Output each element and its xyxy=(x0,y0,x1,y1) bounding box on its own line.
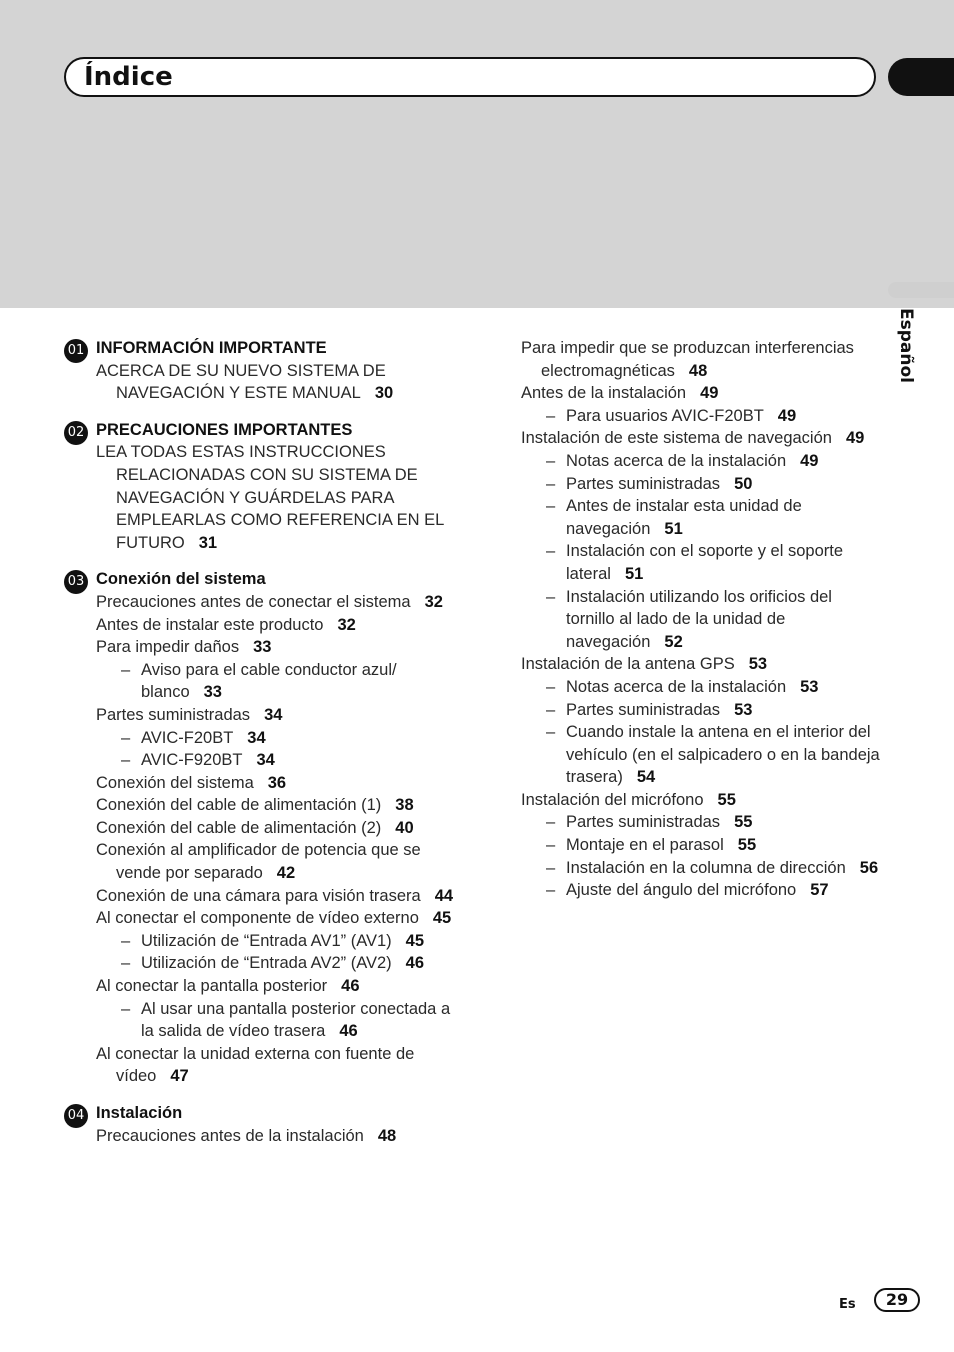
toc-entry-text: Instalación con el soporte y el soporte lateral xyxy=(566,542,843,583)
toc-subentry[interactable] xyxy=(521,473,881,496)
toc-entry[interactable] xyxy=(64,441,464,554)
dash-bullet: – xyxy=(546,813,556,832)
toc-subentry[interactable] xyxy=(521,857,881,880)
toc-subentry[interactable] xyxy=(64,930,464,953)
toc-entry[interactable] xyxy=(521,653,881,676)
toc-entry[interactable] xyxy=(64,885,464,908)
toc-page-number: 55 xyxy=(734,813,753,832)
dash-bullet: – xyxy=(546,858,556,877)
toc-entry-text: Precauciones antes de conectar el sistema xyxy=(96,592,411,611)
toc-section xyxy=(64,1102,464,1147)
dash-bullet: – xyxy=(121,999,131,1018)
language-label xyxy=(888,308,928,398)
toc-page-number: 57 xyxy=(810,881,829,900)
toc-entry-text: Montaje en el parasol xyxy=(566,836,724,855)
header-band xyxy=(0,0,954,308)
toc-entry-text: Conexión de una cámara para visión trasera xyxy=(96,886,421,905)
dash-bullet: – xyxy=(546,497,556,516)
toc-entry-text: Partes suministradas xyxy=(566,813,721,832)
toc-page-number: 48 xyxy=(688,361,708,380)
toc-page-number: 30 xyxy=(374,384,394,403)
section-number-badge: 02 xyxy=(64,421,88,445)
toc-subentry[interactable] xyxy=(521,540,881,585)
toc-page-number: 51 xyxy=(664,519,683,538)
toc-page-number: 53 xyxy=(800,677,819,696)
toc-entry-text: Para impedir que se produzcan interferencias electromagnéticas xyxy=(521,339,854,380)
toc-entry-text: Instalación del micrófono xyxy=(521,790,704,809)
toc-page-number: 46 xyxy=(341,977,360,996)
toc-page-number: 46 xyxy=(339,1022,358,1041)
toc-subentry[interactable] xyxy=(521,879,881,902)
toc-entry-text: Partes suministradas xyxy=(566,700,721,719)
toc-entry-text: Notas acerca de la instalación xyxy=(566,451,787,470)
toc-page-number: 32 xyxy=(337,615,356,634)
toc-entry-text: Al conectar la unidad externa con fuente de vídeo xyxy=(96,1044,415,1086)
section-number-badge: 04 xyxy=(64,1104,88,1128)
toc-entry[interactable] xyxy=(64,614,464,637)
section-title[interactable]: PRECAUCIONES IMPORTANTES xyxy=(96,420,353,439)
dash-bullet: – xyxy=(546,451,556,470)
toc-entry[interactable] xyxy=(64,839,464,884)
toc-subentry[interactable] xyxy=(521,586,881,654)
dash-bullet: – xyxy=(546,406,556,425)
language-text: Español xyxy=(896,308,916,383)
toc-page-number: 52 xyxy=(664,632,683,651)
toc-entry-text: Conexión al amplificador de potencia que se vende por separado xyxy=(96,841,421,883)
dash-bullet: – xyxy=(121,931,131,950)
toc-entry-text: Partes suministradas xyxy=(566,474,721,493)
toc-entry[interactable] xyxy=(64,975,464,998)
toc-page-number: 50 xyxy=(734,474,753,493)
toc-entry-text: Para usuarios AVIC-F20BT xyxy=(566,406,764,425)
toc-page-number: 46 xyxy=(405,954,425,973)
toc-page-number: 32 xyxy=(424,592,443,611)
dash-bullet: – xyxy=(546,542,556,561)
toc-entry-text: Precauciones antes de la instalación xyxy=(96,1126,364,1145)
toc-page-number: 38 xyxy=(395,796,414,815)
title-frame xyxy=(64,57,876,97)
toc-entry[interactable] xyxy=(64,794,464,817)
toc-page-number: 49 xyxy=(800,451,819,470)
toc-subentry[interactable] xyxy=(521,450,881,473)
dash-bullet: – xyxy=(546,587,556,606)
toc-page-number: 53 xyxy=(748,655,768,674)
toc-subentry[interactable] xyxy=(521,811,881,834)
toc-entry-text: Instalación de la antena GPS xyxy=(521,655,735,674)
toc-entry-text: Conexión del cable de alimentación (2) xyxy=(96,818,382,837)
section-number-badge: 01 xyxy=(64,339,88,363)
footer-language-code: Es xyxy=(839,1297,856,1312)
dash-bullet: – xyxy=(546,881,556,900)
toc-entry[interactable] xyxy=(64,772,464,795)
toc-entry[interactable] xyxy=(521,382,881,405)
toc-entry[interactable] xyxy=(64,1043,464,1088)
toc-page-number: 51 xyxy=(624,564,644,583)
toc-page-number: 45 xyxy=(405,931,425,950)
toc-entry-text: AVIC-F20BT xyxy=(141,728,234,747)
dash-bullet: – xyxy=(546,474,556,493)
toc-page-number: 44 xyxy=(434,886,454,905)
dash-bullet: – xyxy=(546,677,556,696)
toc-subentry[interactable] xyxy=(521,495,881,540)
toc-page-number: 34 xyxy=(247,728,266,747)
toc-entry[interactable] xyxy=(64,360,464,405)
toc-entry-text: Ajuste del ángulo del micrófono xyxy=(566,881,797,900)
language-tab xyxy=(888,282,954,298)
toc-entry-text: ACERCA DE SU NUEVO SISTEMA DE NAVEGACIÓN Y ESTE MANUAL xyxy=(96,361,386,403)
toc-entry-text: Instalación en la columna de dirección xyxy=(566,858,846,877)
toc-entry-text: Cuando instale la antena en el interior del vehículo (en el salpicadero o en la bandeja trasera) xyxy=(566,723,880,787)
section-number-badge: 03 xyxy=(64,570,88,594)
toc-entry-text: Aviso para el cable conductor azul/ blanco xyxy=(141,660,397,702)
toc-page-number: 49 xyxy=(777,406,797,425)
toc-section xyxy=(64,419,464,555)
toc-page-number: 48 xyxy=(377,1126,397,1145)
toc-subentry[interactable] xyxy=(64,998,464,1043)
toc-section xyxy=(64,337,464,405)
section-title[interactable]: Instalación xyxy=(96,1104,183,1122)
toc-entry-text: Notas acerca de la instalación xyxy=(566,677,787,696)
toc-entry-text: AVIC-F920BT xyxy=(141,751,243,770)
toc-entry-text: Al conectar la pantalla posterior xyxy=(96,977,328,996)
toc-entry[interactable] xyxy=(521,427,881,450)
toc-page-number: 49 xyxy=(845,429,865,448)
toc-page-number: 33 xyxy=(253,638,272,657)
dash-bullet: – xyxy=(121,728,131,747)
toc-page-number: 55 xyxy=(737,836,757,855)
toc-left-column xyxy=(64,337,464,1147)
toc-page-number: 36 xyxy=(267,773,287,792)
toc-entry[interactable] xyxy=(521,337,881,382)
dash-bullet: – xyxy=(121,751,131,770)
toc-entry-text: Conexión del sistema xyxy=(96,773,254,792)
toc-entry[interactable] xyxy=(64,1125,464,1148)
toc-right-column xyxy=(521,337,881,902)
toc-page-number: 53 xyxy=(734,700,753,719)
toc-entry-text: Al conectar el componente de vídeo externo xyxy=(96,909,419,928)
toc-page-number: 55 xyxy=(717,790,736,809)
toc-page-number: 54 xyxy=(636,768,656,787)
toc-entry-text: Antes de la instalación xyxy=(521,384,687,403)
toc-subentry[interactable] xyxy=(521,699,881,722)
toc-subentry[interactable] xyxy=(521,721,881,789)
toc-subentry[interactable] xyxy=(64,749,464,772)
toc-subentry[interactable] xyxy=(64,952,464,975)
toc-page-number: 40 xyxy=(395,818,414,837)
toc-page-number: 34 xyxy=(264,705,283,724)
toc-entry-text: Instalación de este sistema de navegación xyxy=(521,429,832,448)
page-title: Índice xyxy=(84,62,173,92)
toc-subentry[interactable] xyxy=(521,405,881,428)
toc-subentry[interactable] xyxy=(521,834,881,857)
dash-bullet: – xyxy=(546,836,556,855)
chapter-tab xyxy=(888,58,954,96)
toc-entry[interactable] xyxy=(64,817,464,840)
toc-entry-text: Partes suministradas xyxy=(96,705,251,724)
dash-bullet: – xyxy=(121,660,131,679)
toc-entry-text: LEA TODAS ESTAS INSTRUCCIONES RELACIONADAS CON SU SISTEMA DE NAVEGACIÓN Y GUÁRDELAS PARA EMPLEARLAS COMO REFERENCIA EN EL FUTURO xyxy=(96,443,444,552)
toc-page-number: 34 xyxy=(256,751,275,770)
toc-page-number: 31 xyxy=(198,533,218,552)
toc-entry-text: Utilización de “Entrada AV1” (AV1) xyxy=(141,931,392,950)
toc-subentry[interactable] xyxy=(64,659,464,704)
toc-entry[interactable] xyxy=(64,636,464,659)
toc-entry-text: Utilización de “Entrada AV2” (AV2) xyxy=(141,954,392,973)
section-title[interactable]: Conexión del sistema xyxy=(96,570,266,589)
toc-section xyxy=(64,568,464,1088)
toc-page-number: 49 xyxy=(700,384,719,403)
dash-bullet: – xyxy=(121,954,131,973)
toc-entry-text: Conexión del cable de alimentación (1) xyxy=(96,796,382,815)
toc-entry[interactable] xyxy=(521,789,881,812)
toc-page-number: 47 xyxy=(170,1067,189,1086)
toc-entry-text: Para impedir daños xyxy=(96,638,240,657)
toc-page-number: 33 xyxy=(203,683,222,702)
dash-bullet: – xyxy=(546,700,556,719)
section-title[interactable]: INFORMACIÓN IMPORTANTE xyxy=(96,339,327,357)
toc-page-number: 42 xyxy=(276,864,296,883)
toc-page-number: 45 xyxy=(432,909,452,928)
toc-entry[interactable] xyxy=(64,704,464,727)
toc-entry-text: Antes de instalar este producto xyxy=(96,615,324,634)
toc-entry[interactable] xyxy=(64,591,464,614)
toc-entry-text: Al usar una pantalla posterior conectada a la salida de vídeo trasera xyxy=(141,999,451,1041)
toc-entry-text: Antes de instalar esta unidad de navegación xyxy=(566,497,802,538)
toc-page-number: 56 xyxy=(859,858,879,877)
dash-bullet: – xyxy=(546,723,556,742)
toc-subentry[interactable] xyxy=(64,727,464,750)
page-number: 29 xyxy=(874,1288,920,1312)
toc-subentry[interactable] xyxy=(521,676,881,699)
toc-entry[interactable] xyxy=(64,907,464,930)
toc-entry-text: Instalación utilizando los orificios del tornillo al lado de la unidad de navegación xyxy=(566,587,832,651)
